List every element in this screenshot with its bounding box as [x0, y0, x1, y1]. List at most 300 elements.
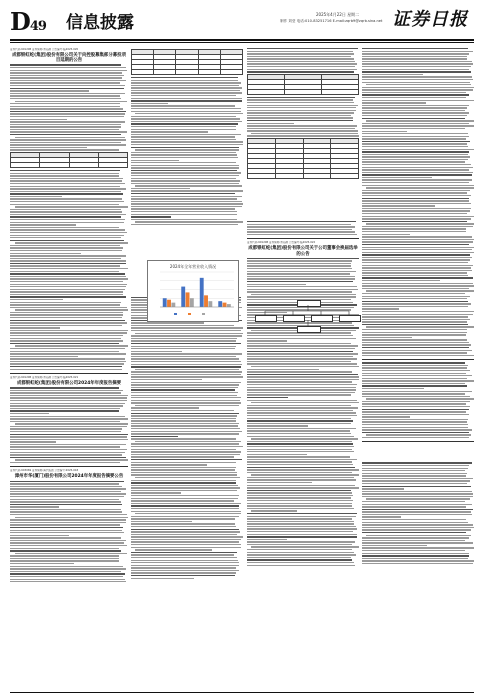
text-line — [10, 80, 126, 81]
text-line — [10, 142, 121, 143]
text-line — [362, 192, 467, 193]
text-line — [131, 361, 241, 362]
text-line — [10, 488, 126, 489]
text-line — [362, 527, 474, 528]
text-line — [135, 149, 238, 150]
text-line — [362, 509, 473, 510]
text-line — [362, 558, 468, 559]
text-line — [10, 183, 125, 184]
text-line — [247, 66, 355, 67]
article-body — [247, 97, 359, 137]
text-line — [362, 367, 467, 368]
text-line — [366, 84, 470, 85]
text-line — [10, 535, 69, 536]
text-line — [10, 462, 120, 463]
text-line — [362, 547, 474, 548]
text-line — [362, 393, 465, 394]
text-line — [362, 511, 471, 512]
text-line — [131, 425, 238, 426]
text-line — [362, 138, 466, 139]
text-line — [10, 147, 87, 148]
text-line — [131, 400, 240, 401]
text-line — [366, 498, 469, 499]
text-line — [10, 250, 122, 251]
text-line — [362, 424, 468, 425]
text-line — [247, 420, 353, 421]
text-line — [247, 554, 356, 555]
text-line — [10, 439, 128, 440]
text-line — [362, 195, 471, 196]
text-line — [10, 550, 121, 551]
text-line — [135, 549, 211, 550]
text-line — [10, 273, 125, 274]
editor-contact: 制作 刘莹 电话:010-83251716 E-mail:zqrb9@zqrb.sina.net — [280, 19, 383, 23]
text-line — [362, 51, 473, 52]
text-line — [10, 548, 119, 549]
text-line — [251, 474, 359, 475]
text-line — [247, 229, 352, 230]
text-line — [247, 464, 353, 465]
text-line — [10, 351, 119, 352]
text-line — [10, 390, 123, 391]
text-line — [10, 369, 122, 370]
text-line — [135, 405, 238, 406]
text-line — [131, 154, 237, 155]
text-line — [362, 151, 469, 152]
text-line — [10, 545, 127, 546]
text-line — [131, 490, 237, 491]
text-line — [10, 198, 122, 199]
text-line — [10, 540, 126, 541]
text-line — [131, 338, 237, 339]
text-line — [131, 214, 237, 215]
article-body — [131, 77, 243, 225]
data-table — [247, 74, 359, 95]
text-line — [131, 485, 238, 486]
text-line — [362, 203, 471, 204]
text-line — [131, 147, 239, 148]
text-line — [251, 366, 359, 367]
masthead — [10, 8, 474, 38]
data-table — [131, 49, 243, 75]
text-line — [131, 451, 241, 452]
text-line — [362, 296, 470, 297]
text-line — [131, 472, 237, 473]
text-line — [131, 121, 242, 122]
text-line — [362, 542, 473, 543]
text-line — [362, 56, 467, 57]
text-line — [362, 244, 469, 245]
text-line — [247, 534, 357, 535]
chart-title: 2024年全年营业收入情况 — [169, 264, 217, 269]
text-line — [131, 175, 239, 176]
text-line — [362, 301, 468, 302]
text-line — [10, 224, 76, 225]
text-line — [131, 172, 241, 173]
text-line — [10, 196, 62, 197]
text-line — [362, 396, 470, 397]
text-line — [247, 405, 351, 406]
text-line — [10, 88, 124, 89]
text-line — [10, 452, 125, 453]
text-line — [131, 366, 241, 367]
text-line — [247, 374, 358, 375]
text-line — [131, 364, 242, 365]
text-line — [247, 281, 353, 282]
issue-date: 2025年4月22日 星期二 — [316, 12, 360, 17]
text-line — [10, 129, 119, 130]
text-line — [362, 314, 473, 315]
text-line — [131, 436, 178, 437]
text-line — [10, 175, 119, 176]
text-line — [131, 572, 236, 573]
text-line — [131, 428, 240, 429]
text-line — [10, 312, 123, 313]
text-line — [10, 255, 126, 256]
text-line — [362, 370, 470, 371]
text-line — [131, 87, 242, 88]
text-line — [131, 327, 243, 328]
text-line — [362, 53, 469, 54]
text-line — [362, 280, 440, 281]
text-line — [10, 180, 122, 181]
text-line — [362, 540, 465, 541]
text-line — [131, 518, 235, 519]
text-line — [366, 120, 474, 121]
text-line — [15, 423, 128, 424]
text-line — [15, 459, 128, 460]
text-line — [131, 82, 241, 83]
text-line — [247, 449, 352, 450]
text-line — [10, 576, 123, 577]
text-line — [247, 459, 357, 460]
text-line — [10, 322, 127, 323]
article-body — [362, 462, 474, 564]
chart-legend-swatch — [188, 313, 191, 315]
text-line — [362, 239, 474, 240]
text-line — [10, 232, 127, 233]
text-line — [131, 152, 236, 153]
text-line — [362, 200, 469, 201]
text-line — [131, 196, 242, 197]
text-line — [247, 102, 354, 103]
text-line — [247, 418, 351, 419]
text-line — [362, 437, 469, 438]
text-line — [362, 496, 473, 497]
text-line — [247, 371, 352, 372]
text-line — [131, 459, 242, 460]
text-line — [362, 143, 467, 144]
text-line — [362, 355, 474, 356]
text-line — [131, 433, 239, 434]
article-divider — [10, 373, 128, 374]
text-line — [131, 487, 240, 488]
text-line — [362, 270, 472, 271]
text-line — [131, 353, 242, 354]
text-line — [131, 374, 241, 375]
text-line — [247, 48, 358, 49]
text-line — [131, 420, 236, 421]
text-line — [362, 488, 404, 489]
text-line — [362, 560, 474, 561]
text-line — [362, 125, 474, 126]
article-code-line: 证券代码:601298 证券简称:青岛港 公告编号:临2025-022 — [247, 241, 316, 245]
text-line — [247, 117, 353, 118]
text-line — [362, 462, 472, 463]
text-line — [10, 571, 121, 572]
text-line — [10, 568, 126, 569]
text-line — [10, 325, 122, 326]
text-line — [10, 527, 123, 528]
text-line — [10, 268, 128, 269]
text-line — [131, 216, 171, 217]
text-line — [366, 326, 473, 327]
chart-bar — [181, 287, 185, 307]
text-line — [10, 483, 119, 484]
text-line — [131, 423, 239, 424]
text-line — [10, 330, 128, 331]
text-line — [131, 123, 238, 124]
text-line — [10, 299, 63, 300]
text-line — [10, 170, 120, 171]
text-line — [10, 363, 124, 364]
text-line — [135, 333, 243, 334]
text-line — [131, 480, 236, 481]
text-line — [251, 546, 359, 547]
text-line — [362, 89, 473, 90]
text-line — [131, 503, 241, 504]
text-line — [131, 211, 237, 212]
text-line — [10, 201, 124, 202]
text-line — [10, 579, 125, 580]
text-line — [131, 418, 236, 419]
text-line — [10, 116, 124, 117]
text-line — [362, 156, 470, 157]
text-line — [10, 291, 123, 292]
text-line — [15, 517, 128, 518]
text-line — [362, 247, 474, 248]
text-line — [131, 495, 239, 496]
text-line — [362, 107, 467, 108]
text-line — [247, 487, 359, 488]
text-line — [362, 283, 473, 284]
text-line — [247, 61, 355, 62]
article-body — [10, 170, 128, 272]
text-line — [10, 426, 127, 427]
text-line — [366, 187, 474, 188]
diagram-spacer — [247, 181, 359, 221]
text-line — [247, 559, 352, 560]
text-line — [247, 369, 319, 370]
text-line — [362, 491, 472, 492]
text-line — [131, 534, 237, 535]
text-line — [362, 429, 472, 430]
text-line — [362, 473, 467, 474]
text-line — [247, 276, 355, 277]
text-line — [362, 316, 468, 317]
text-line — [362, 465, 469, 466]
text-line — [362, 378, 467, 379]
text-line — [10, 501, 121, 502]
text-line — [366, 290, 473, 291]
text-line — [247, 479, 356, 480]
chart-bar — [186, 292, 190, 307]
text-line — [362, 519, 466, 520]
text-line — [131, 492, 181, 493]
text-line — [247, 263, 351, 264]
text-line — [247, 477, 354, 478]
text-line — [247, 358, 357, 359]
article-code-line: 证券代码:601298 证券简称:青岛港 公告编号:临2025-021 — [10, 375, 79, 379]
text-line — [131, 170, 237, 171]
text-line — [131, 198, 237, 199]
text-line — [10, 332, 127, 333]
text-line — [131, 340, 236, 341]
text-line — [247, 258, 359, 259]
text-line — [362, 337, 412, 338]
article-divider — [362, 359, 474, 360]
text-line — [131, 413, 239, 414]
section-title: 信息披露 — [66, 13, 134, 33]
text-line — [10, 410, 119, 411]
text-line — [10, 247, 123, 248]
text-line — [362, 210, 470, 211]
text-line — [362, 267, 471, 268]
text-line — [10, 434, 128, 435]
text-line — [247, 71, 354, 72]
chart-bar — [227, 304, 231, 307]
text-line — [10, 173, 119, 174]
text-line — [10, 327, 60, 328]
text-line — [10, 93, 125, 94]
text-line — [10, 353, 126, 354]
text-line — [15, 206, 128, 207]
text-line — [131, 178, 236, 179]
text-line — [10, 294, 123, 295]
text-line — [247, 351, 353, 352]
text-line — [10, 214, 126, 215]
text-line — [362, 174, 472, 175]
text-line — [362, 537, 469, 538]
text-line — [362, 82, 470, 83]
text-line — [10, 532, 124, 533]
text-line — [15, 137, 125, 138]
text-line — [10, 491, 121, 492]
text-line — [362, 486, 471, 487]
text-line — [10, 366, 122, 367]
text-line — [131, 446, 243, 447]
text-line — [10, 113, 125, 114]
text-line — [10, 511, 122, 512]
text-line — [247, 523, 354, 524]
text-line — [362, 365, 468, 366]
text-line — [251, 402, 359, 403]
text-line — [362, 146, 468, 147]
text-line — [362, 277, 473, 278]
text-line — [10, 219, 125, 220]
text-line — [362, 303, 471, 304]
text-line — [131, 348, 235, 349]
text-line — [247, 461, 352, 462]
text-line — [10, 64, 121, 65]
text-line — [131, 560, 238, 561]
text-line — [131, 544, 241, 545]
text-line — [10, 258, 121, 259]
text-line — [362, 63, 473, 64]
text-line — [362, 92, 466, 93]
text-line — [247, 289, 358, 290]
text-line — [131, 407, 199, 408]
text-line — [362, 563, 473, 564]
text-line — [247, 467, 355, 468]
text-line — [10, 314, 123, 315]
text-line — [362, 478, 473, 479]
text-line — [131, 162, 236, 163]
text-line — [247, 260, 352, 261]
text-line — [10, 317, 122, 318]
text-line — [247, 376, 359, 377]
text-line — [362, 483, 467, 484]
text-line — [10, 560, 119, 561]
text-line — [10, 387, 119, 388]
text-line — [10, 361, 126, 362]
text-line — [131, 511, 241, 512]
text-line — [10, 286, 126, 287]
text-line — [362, 241, 473, 242]
text-line — [10, 204, 119, 205]
text-line — [247, 443, 353, 444]
text-line — [366, 434, 471, 435]
text-line — [362, 48, 468, 49]
text-line — [247, 53, 354, 54]
text-line — [366, 535, 470, 536]
text-line — [10, 245, 120, 246]
text-line — [247, 490, 351, 491]
text-line — [131, 157, 238, 158]
text-line — [10, 454, 122, 455]
text-line — [15, 101, 127, 102]
text-line — [10, 289, 125, 290]
text-line — [131, 165, 239, 166]
article-body — [10, 481, 128, 583]
text-line — [362, 87, 474, 88]
text-line — [131, 201, 242, 202]
text-line — [247, 345, 358, 346]
text-line — [10, 338, 121, 339]
text-line — [362, 388, 424, 389]
text-line — [131, 136, 235, 137]
text-line — [247, 128, 355, 129]
text-line — [131, 415, 237, 416]
text-line — [131, 578, 194, 579]
text-line — [362, 391, 472, 392]
text-line — [10, 449, 127, 450]
text-line — [247, 503, 352, 504]
text-line — [131, 141, 243, 142]
text-line — [247, 497, 351, 498]
text-line — [247, 51, 353, 52]
text-line — [10, 302, 121, 303]
text-line — [362, 342, 469, 343]
text-line — [247, 115, 351, 116]
text-line — [247, 433, 351, 434]
text-line — [131, 358, 239, 359]
text-line — [10, 522, 126, 523]
text-line — [362, 182, 469, 183]
text-line — [247, 224, 351, 225]
text-line — [131, 219, 237, 220]
text-line — [10, 134, 121, 135]
